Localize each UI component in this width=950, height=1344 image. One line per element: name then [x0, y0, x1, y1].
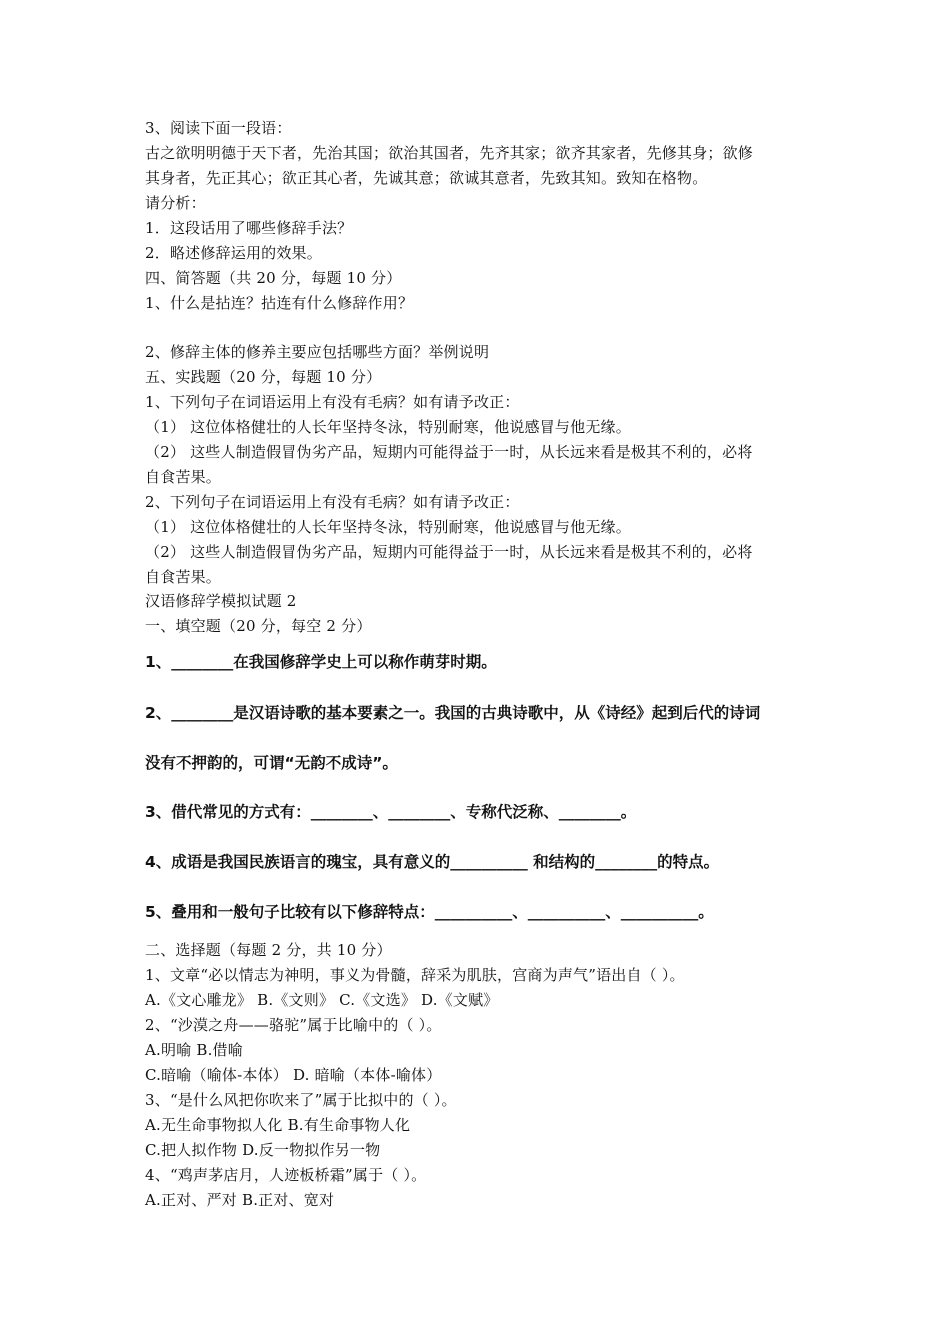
choice-4-question: 4、“鸡声茅店月，人迹板桥霜”属于（ ）。 — [145, 1166, 427, 1184]
practice-2-prompt: 2、下列句子在词语运用上有没有毛病？如有请予改正： — [145, 493, 520, 511]
section-2-heading: 二、选择题（每题 2 分，共 10 分） — [145, 941, 392, 959]
practice-2-sentence-2: （2） 这些人制造假冒伪劣产品，短期内可能得益于一时，从长远来看是极其不利的，必将 — [145, 543, 753, 561]
analysis-item-2: 2．略述修辞运用的效果。 — [145, 244, 322, 262]
choice-4-options-a: A.正对、严对 B.正对、宽对 — [145, 1191, 335, 1209]
short-answer-1: 1、什么是拈连？拈连有什么修辞作用？ — [145, 294, 414, 312]
fill-blank-1: 1、________在我国修辞学史上可以称作萌芽时期。 — [145, 653, 497, 671]
fill-blank-2: 2、________是汉语诗歌的基本要素之一。我国的古典诗歌中，从《诗经》起到后代的诗词 — [145, 704, 761, 722]
passage-line-1: 古之欲明明德于天下者，先治其国；欲治其国者，先齐其家；欲齐其家者，先修其身；欲修 — [145, 144, 754, 162]
choice-2-question: 2、“沙漠之舟——骆驼”属于比喻中的（ ）。 — [145, 1016, 442, 1034]
choice-1-options: A.《文心雕龙》 B.《文则》 C.《文选》 D.《文赋》 — [145, 991, 499, 1009]
section-1-heading: 一、填空题（20 分，每空 2 分） — [145, 617, 372, 635]
choice-2-options-a: A.明喻 B.借喻 — [145, 1041, 243, 1059]
choice-3-options-a: A.无生命事物拟人化 B.有生命事物人化 — [145, 1116, 411, 1134]
exam-2-title: 汉语修辞学模拟试题 2 — [145, 592, 297, 610]
practice-2-sentence-1: （1） 这位体格健壮的人长年坚持冬泳，特别耐寒，他说感冒与他无缘。 — [145, 518, 631, 536]
practice-1-sentence-2: （2） 这些人制造假冒伪劣产品，短期内可能得益于一时，从长远来看是极其不利的，必将 — [145, 443, 753, 461]
fill-blank-5: 5、叠用和一般句子比较有以下修辞特点：__________、__________、__________。 — [145, 903, 714, 921]
analysis-prompt: 请分析： — [145, 194, 206, 212]
choice-2-options-b: C.暗喻（喻体-本体） D. 暗喻（本体-喻体） — [145, 1066, 442, 1084]
choice-1-question: 1、文章“必以情志为神明，事义为骨髓，辞采为肌肤，宫商为声气”语出自（ ）。 — [145, 966, 685, 984]
section-4-heading: 四、简答题（共 20 分，每题 10 分） — [145, 269, 402, 287]
choice-3-question: 3、“是什么风把你吹来了”属于比拟中的（ ）。 — [145, 1091, 457, 1109]
practice-1-sentence-2-cont: 自食苦果。 — [145, 468, 222, 486]
fill-blank-3: 3、借代常见的方式有：________、________、专称代泛称、________。 — [145, 803, 637, 821]
question-3-heading: 3、阅读下面一段语： — [145, 119, 292, 137]
analysis-item-1: 1．这段话用了哪些修辞手法？ — [145, 219, 353, 237]
passage-line-2: 其身者，先正其心；欲正其心者，先诚其意；欲诚其意者，先致其知。致知在格物。 — [145, 169, 708, 187]
choice-3-options-b: C.把人拟作物 D.反一物拟作另一物 — [145, 1141, 381, 1159]
section-5-heading: 五、实践题（20 分，每题 10 分） — [145, 368, 382, 386]
fill-blank-2-cont: 没有不押韵的，可谓“无韵不成诗”。 — [145, 754, 398, 772]
short-answer-2: 2、修辞主体的修养主要应包括哪些方面？举例说明 — [145, 343, 490, 361]
practice-1-prompt: 1、下列句子在词语运用上有没有毛病？如有请予改正： — [145, 393, 520, 411]
practice-1-sentence-1: （1） 这位体格健壮的人长年坚持冬泳，特别耐寒，他说感冒与他无缘。 — [145, 418, 631, 436]
practice-2-sentence-2-cont: 自食苦果。 — [145, 568, 222, 586]
fill-blank-4: 4、成语是我国民族语言的瑰宝，具有意义的__________ 和结构的________的特点。 — [145, 853, 720, 871]
